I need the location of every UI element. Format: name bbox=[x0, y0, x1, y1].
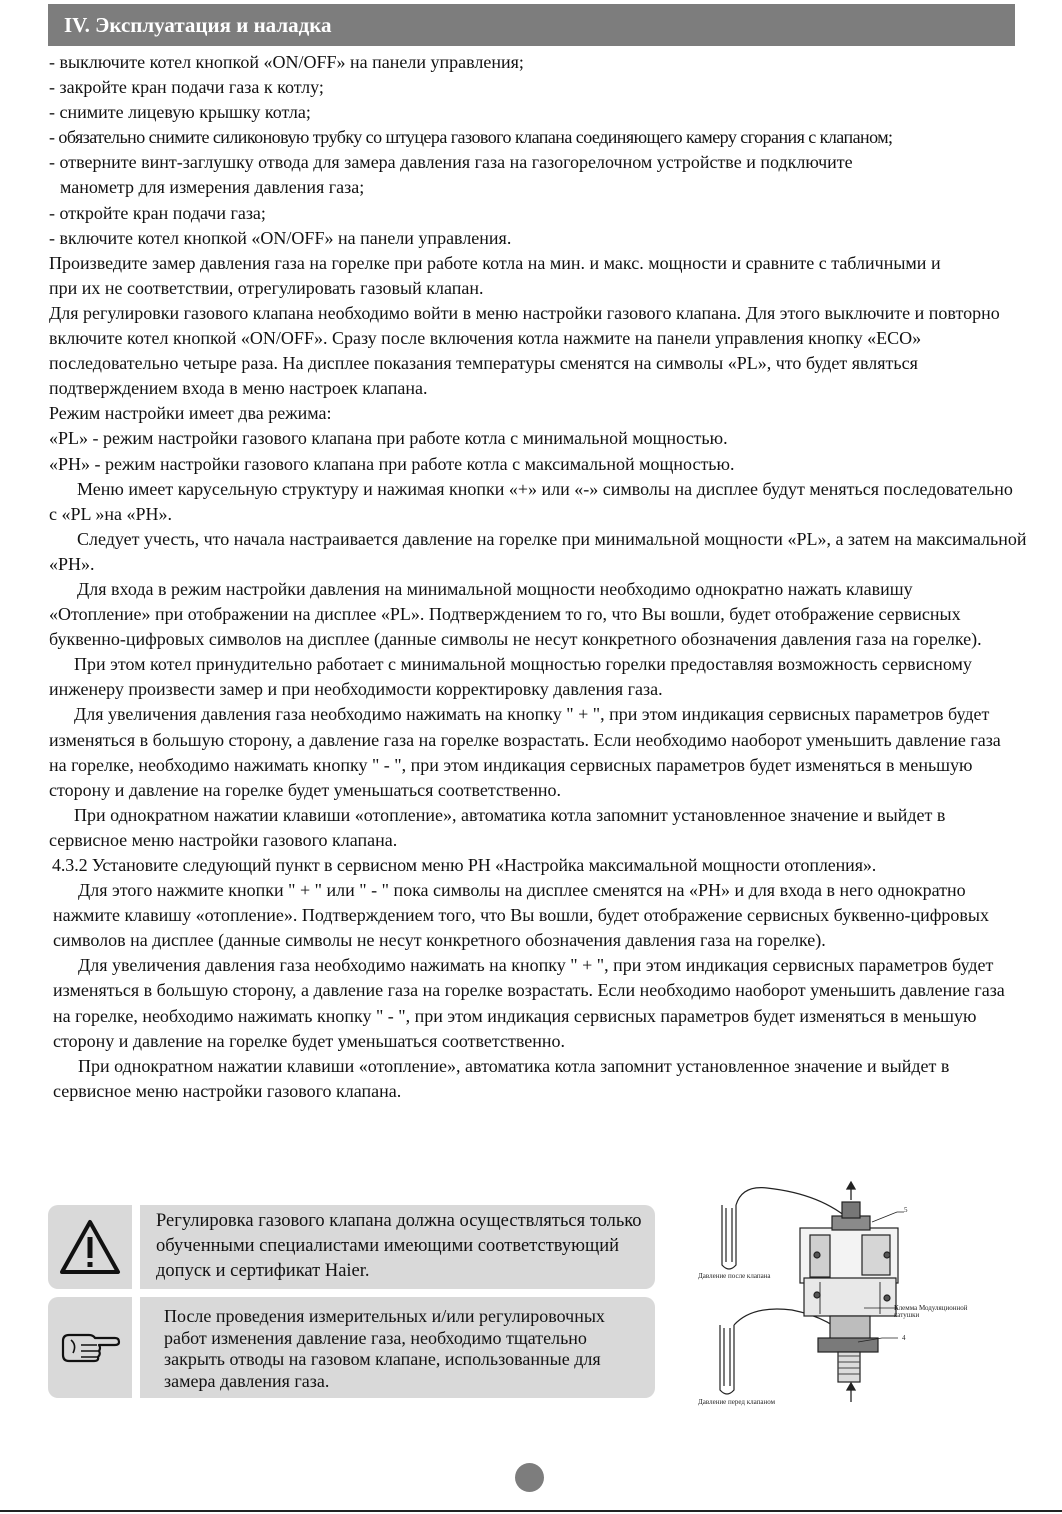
section-subheading: 4.3.2 Установите следующий пункт в сервисном меню PH «Настройка максимальной мощности отопления». bbox=[52, 855, 877, 875]
diagram-number-4: 4 bbox=[902, 1334, 906, 1342]
page-number-marker bbox=[515, 1463, 544, 1492]
step-item: - обязательно снимите силиконовую трубку со штуцера газового клапана соединяющего камеру сгорания с клапаном; bbox=[49, 127, 893, 148]
paragraph: Для увеличения давления газа необходимо нажимать на кнопку " + ", при этом индикация сервисных параметров будет изменяться в большую сторону, а давление газа на горелке возрастать. Если необходимо наоборот уменьшить давление газа на горелке, необходимо нажимать кнопку " - ", при этом индикация сервисных параметров будет изменяться в меньшую сторону и давление на горелке будет уменьшаться соответственно. bbox=[53, 955, 1005, 1051]
paragraph: При однократном нажатии клавиши «отопление», автоматика котла запомнит установленное значение и выйдет в сервисное меню настройки газового клапана. bbox=[53, 1055, 950, 1101]
paragraph: Для регулировки газового клапана необходимо войти в меню настройки газового клапана. Для этого выключите и повторно включите котел кнопкой «ON/OFF». Сразу после включения котла нажмите на панели управления кнопку «ECO» последовательно четыре раза. На дисплее показания температуры сменятся на символы «PL», что будет являться подтверждением входа в меню настроек клапана. bbox=[49, 302, 1000, 399]
section-header bbox=[48, 4, 1015, 46]
document-body bbox=[49, 50, 1039, 1104]
diagram-label-coil: Клемма Модуляционной катушки bbox=[894, 1304, 968, 1319]
step-item: - закройте кран подачи газа к котлу; bbox=[49, 77, 324, 98]
step-item: - отверните винт-заглушку отвода для замера давления газа на газогорелочном устройстве и подключите bbox=[49, 152, 853, 173]
paragraph: При однократном нажатии клавиши «отопление», автоматика котла запомнит установленное значение и выйдет в сервисное меню настройки газового клапана. bbox=[49, 804, 946, 850]
paragraph: Меню имеет карусельную структуру и нажимая кнопки «+» или «-» символы на дисплее будут меняться последовательно с «PL »на «PH». bbox=[49, 478, 1013, 524]
notice-note bbox=[48, 1297, 655, 1398]
gas-valve-diagram bbox=[692, 1180, 982, 1410]
step-item-continued: манометр для измерения давления газа; bbox=[60, 177, 365, 198]
step-item: - включите котел кнопкой «ON/OFF» на панели управления. bbox=[49, 227, 512, 248]
step-item: - откройте кран подачи газа; bbox=[49, 202, 266, 223]
valve-body bbox=[800, 1202, 898, 1382]
paragraph: «PL» - режим настройки газового клапана при работе котла с минимальной мощностью. bbox=[49, 428, 728, 449]
paragraph: При этом котел принудительно работает с минимальной мощностью горелки предоставляя возможность сервисному инженеру произвести замер и при необходимости корректировку давления газа. bbox=[49, 654, 972, 700]
paragraph: Режим настройки имеет два режима: bbox=[49, 403, 332, 424]
diagram-label-before: Давление перед клапаном bbox=[698, 1398, 776, 1406]
step-item: - снимите лицевую крышку котла; bbox=[49, 102, 311, 123]
footer-rule bbox=[0, 1510, 1062, 1512]
pointing-hand-icon bbox=[48, 1297, 140, 1398]
paragraph: Для увеличения давления газа необходимо нажимать на кнопку " + ", при этом индикация сервисных параметров будет изменяться в большую сторону, а давление газа на горелке возрастать. Если необходимо наоборот уменьшить давление газа на горелке, необходимо нажимать кнопку " - ", при этом индикация сервисных параметров будет изменяться в меньшую сторону и давление на горелке будет уменьшаться соответственно. bbox=[49, 704, 1001, 800]
paragraph: Для входа в режим настройки давления на минимальной мощности необходимо однократно нажать клавишу «Отопление» при отображении на дисплее «PL». Подтверждением то го, что Вы вошли, будет отображение сервисных буквенно-цифровых символов на дисплее (данные символы не несут конкретного обозначения давления газа на горелке). bbox=[49, 578, 982, 650]
paragraph: Для этого нажмите кнопки " + " или " - " пока символы на дисплее сменятся на «PH» и для входа в него однократно нажмите клавишу «отопление». Подтверждением того, что Вы вошли, будет отображение сервисных буквенно-цифровых символов на дисплее (данные символы не несут конкретного обозначения давления газа на горелке). bbox=[53, 880, 989, 951]
diagram-label-after: Давление после клапана bbox=[698, 1272, 771, 1280]
paragraph: «PH» - режим настройки газового клапана при работе котла с максимальной мощностью. bbox=[49, 453, 735, 474]
warning-note bbox=[48, 1205, 655, 1289]
section-title: IV. Эксплуатация и наладка bbox=[64, 13, 332, 37]
warning-triangle-icon bbox=[48, 1205, 140, 1289]
subsection bbox=[49, 878, 1039, 1104]
step-item: - выключите котел кнопкой «ON/OFF» на панели управления; bbox=[49, 52, 524, 72]
paragraph: Следует учесть, что начала настраивается давление на горелке при минимальной мощности «PL», а затем на максимальной «PH». bbox=[49, 528, 1027, 574]
notice-text: После проведения измерительных и/или регулировочных работ изменения давление газа, необходимо тщательно закрыть отводы на газовом клапане, использованные для замера давления газа. bbox=[164, 1306, 605, 1391]
warning-text: Регулировка газового клапана должна осуществляться только обученными специалистами имеющими соответствующий допуск и сертификат Haier. bbox=[156, 1211, 642, 1281]
diagram-number-5: 5 bbox=[904, 1206, 908, 1214]
paragraph: Произведите замер давления газа на горелке при работе котла на мин. и макс. мощности и сравните с табличными и при их не соответствии, отрегулировать газовый клапан. bbox=[49, 252, 941, 298]
